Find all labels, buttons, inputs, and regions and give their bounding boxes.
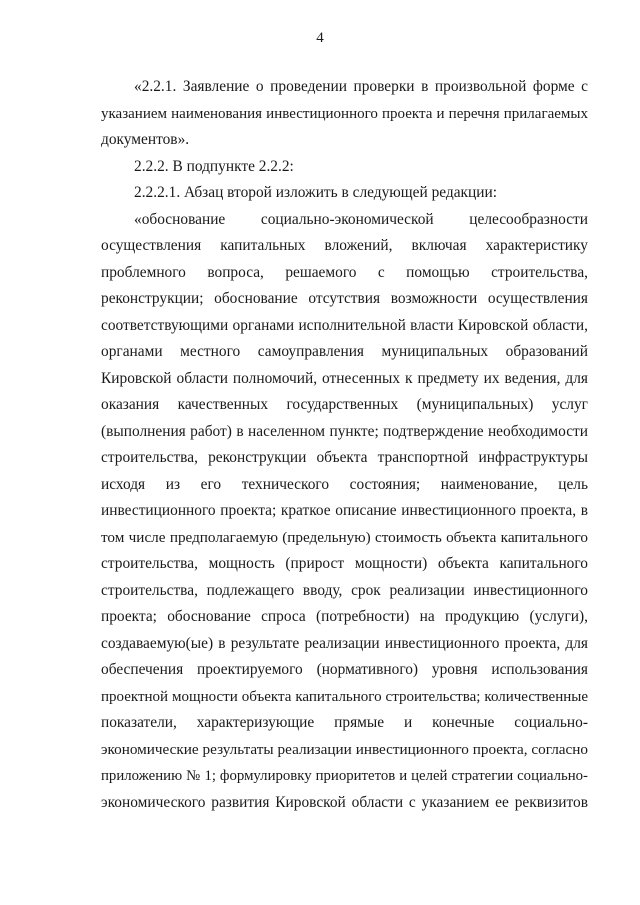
text-line: 2.2.2.1. Абзац второй изложить в следующей редакции: — [134, 184, 498, 201]
text-line: соответствующими органами исполнительной власти Кировской области, — [101, 316, 588, 334]
text-line: инвестиционного проекта; краткое описание инвестиционного проекта, в — [101, 502, 588, 519]
text-line: органами местного самоуправления муниципальных образований — [101, 343, 588, 360]
text-line: «обоснование социально-экономической целесообразности — [134, 210, 588, 228]
text-line: осуществления капитальных вложений, включая характеристику — [101, 237, 588, 254]
text-line: строительства, реконструкции объекта транспортной инфраструктуры — [101, 449, 588, 466]
text-line: проектной мощности объекта капитального строительства; количественные — [101, 688, 588, 705]
text-line: проекта; обоснование спроса (потребности) на продукцию (услуги), — [101, 608, 588, 625]
text-line: строительства, подлежащего вводу, срок реализации инвестиционного — [101, 581, 588, 599]
text-line: показатели, характеризующие прямые и конечные социально- — [101, 714, 588, 731]
text-line: создаваемую(ые) в результате реализации инвестиционного проекта, для — [101, 634, 588, 652]
document-body — [101, 74, 588, 816]
text-line: (выполнения работ) в населенном пункте; подтверждение необходимости — [101, 422, 588, 440]
text-line: том числе предполагаемую (предельную) стоимость объекта капитального — [101, 528, 588, 546]
text-line: указанием наименования инвестиционного проекта и перечня прилагаемых — [101, 105, 588, 122]
text-line: «2.2.1. Заявление о проведении проверки в произвольной форме с — [134, 78, 588, 95]
text-line: реконструкции; обоснование отсутствия возможности осуществления — [101, 290, 588, 307]
text-line: документов». — [101, 131, 190, 148]
text-line: приложению № 1; формулировку приоритетов и целей стратегии социально- — [101, 768, 588, 784]
page-number: 4 — [316, 30, 324, 46]
text-line: оказания качественных государственных (муниципальных) услуг — [101, 396, 588, 413]
text-line: строительства, мощность (прирост мощности) объекта капитального — [101, 555, 588, 572]
text-line: исходя из его технического состояния; наименование, цель — [101, 475, 588, 493]
text-line: Кировской области полномочий, отнесенных к предмету их ведения, для — [101, 369, 588, 387]
text-line: экономического развития Кировской области с указанием ее реквизитов — [101, 793, 588, 811]
text-line: экономические результаты реализации инвестиционного проекта, согласно — [101, 740, 588, 758]
text-line: 2.2.2. В подпункте 2.2.2: — [134, 157, 294, 175]
text-line: обеспечения проектируемого (нормативного) уровня использования — [101, 661, 588, 678]
text-line: проблемного вопроса, решаемого с помощью строительства, — [101, 263, 588, 281]
